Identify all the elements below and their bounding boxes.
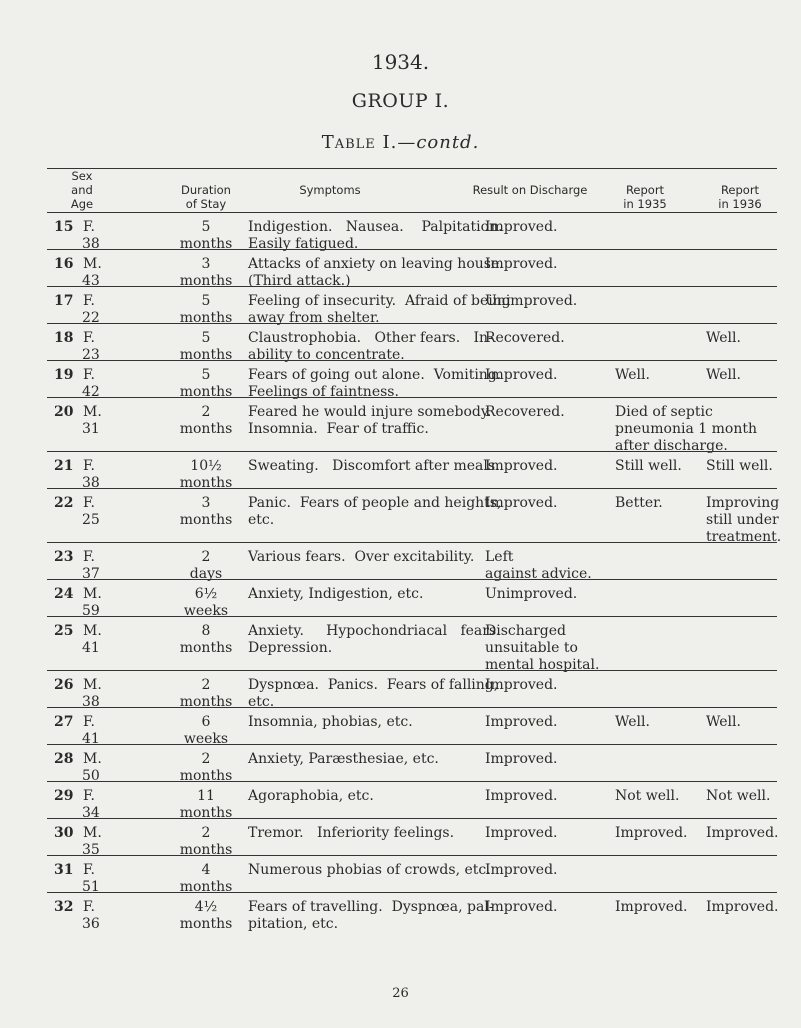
row-report-1935-line: Died of septic (615, 404, 713, 420)
row-result-line: Improved. (485, 256, 558, 272)
row-age: 42 (82, 384, 100, 400)
row-symptoms-line: Feeling of insecurity. Afraid of being (248, 293, 511, 309)
row-rule (47, 855, 777, 856)
row-duration-line: months (179, 421, 233, 437)
row-result-line: Improved. (485, 714, 558, 730)
header-and: and (71, 183, 93, 197)
row-symptoms-line: pitation, etc. (248, 916, 339, 932)
row-duration-line: 2 (201, 677, 211, 693)
row-symptoms-line: Claustrophobia. Other fears. In- (248, 330, 493, 346)
row-sex: F. (83, 293, 95, 309)
row-report-1935-line: Not well. (615, 788, 680, 804)
header-sex: Sex (71, 169, 93, 183)
row-age: 38 (82, 475, 100, 491)
row-duration-line: 3 (201, 495, 211, 511)
row-result-line: unsuitable to (485, 640, 578, 656)
row-duration-line: 5 (201, 293, 211, 309)
row-rule (47, 579, 777, 580)
row-duration-line: 4½ (194, 899, 218, 915)
row-report-1935-line: Well. (615, 367, 650, 383)
row-report-1935-line: Improved. (615, 825, 688, 841)
row-age: 36 (82, 916, 100, 932)
row-result-line: against advice. (485, 566, 592, 582)
row-number: 27 (54, 714, 74, 730)
row-number: 32 (54, 899, 74, 915)
row-symptoms-line: Tremor. Inferiority feelings. (248, 825, 455, 841)
row-result-line: Improved. (485, 677, 558, 693)
row-sex: M. (83, 825, 102, 841)
row-result-line: mental hospital. (485, 657, 600, 673)
row-number: 29 (54, 788, 74, 804)
row-number: 31 (54, 862, 74, 878)
row-symptoms-line: Numerous phobias of crowds, etc. (248, 862, 491, 878)
row-rule (47, 488, 777, 489)
row-sex: F. (83, 549, 95, 565)
row-duration-line: 2 (201, 549, 211, 565)
row-age: 37 (82, 566, 100, 582)
row-symptoms-line: Anxiety, Paræsthesiae, etc. (248, 751, 439, 767)
row-sex: F. (83, 367, 95, 383)
row-symptoms-line: etc. (248, 694, 275, 710)
row-age: 31 (82, 421, 100, 437)
row-symptoms-line: Insomnia, phobias, etc. (248, 714, 413, 730)
row-result-line: Recovered. (485, 330, 565, 346)
row-symptoms-line: Various fears. Over excitability. (248, 549, 475, 565)
row-sex: F. (83, 899, 95, 915)
row-sex: F. (83, 862, 95, 878)
row-duration-line: 6 (201, 714, 211, 730)
row-report-1935-line: Well. (615, 714, 650, 730)
row-duration-line: months (179, 384, 233, 400)
row-rule (47, 212, 777, 213)
row-symptoms-line: Attacks of anxiety on leaving house. (248, 256, 504, 272)
row-age: 51 (82, 879, 100, 895)
header-result: Result on Discharge (472, 183, 588, 197)
row-duration-line: months (179, 273, 233, 289)
row-number: 23 (54, 549, 74, 565)
row-rule (47, 451, 777, 452)
row-age: 59 (82, 603, 100, 619)
row-report-1936-line: treatment. (706, 529, 782, 545)
row-duration-line: 2 (201, 404, 211, 420)
row-report-1936-line: Still well. (706, 458, 773, 474)
row-duration-line: months (179, 640, 233, 656)
row-rule (47, 616, 777, 617)
header-duration: Duration (181, 183, 231, 197)
row-duration-line: 4 (201, 862, 211, 878)
row-rule (47, 892, 777, 893)
row-number: 22 (54, 495, 74, 511)
row-sex: F. (83, 788, 95, 804)
row-duration-line: days (189, 566, 223, 582)
row-rule (47, 707, 777, 708)
row-duration-line: months (179, 310, 233, 326)
row-duration-line: months (179, 768, 233, 784)
row-sex: F. (83, 714, 95, 730)
row-symptoms-line: Depression. (248, 640, 333, 656)
row-symptoms-line: Indigestion. Nausea. Palpitation. (248, 219, 503, 235)
row-number: 26 (54, 677, 74, 693)
row-number: 28 (54, 751, 74, 767)
row-report-1935-line: Improved. (615, 899, 688, 915)
row-rule (47, 781, 777, 782)
row-sex: F. (83, 219, 95, 235)
row-symptoms-line: Panic. Fears of people and heights, (248, 495, 502, 511)
row-age: 50 (82, 768, 100, 784)
row-report-1936-line: Not well. (706, 788, 771, 804)
row-sex: M. (83, 256, 102, 272)
row-symptoms-line: Feared he would injure somebody. (248, 404, 492, 420)
row-number: 15 (54, 219, 74, 235)
row-result-line: Improved. (485, 788, 558, 804)
row-duration-line: 5 (201, 330, 211, 346)
header-report-1935: Report (625, 183, 665, 197)
row-duration-line: 5 (201, 367, 211, 383)
header-report-1936: Report (720, 183, 760, 197)
row-result-line: Recovered. (485, 404, 565, 420)
row-sex: M. (83, 751, 102, 767)
row-duration-line: 5 (201, 219, 211, 235)
row-duration-line: 2 (201, 825, 211, 841)
row-symptoms-line: away from shelter. (248, 310, 380, 326)
row-number: 18 (54, 330, 74, 346)
row-sex: F. (83, 495, 95, 511)
row-result-line: Improved. (485, 219, 558, 235)
row-report-1936-line: Improving (706, 495, 780, 511)
row-sex: M. (83, 677, 102, 693)
row-number: 16 (54, 256, 74, 272)
row-symptoms-line: Agoraphobia, etc. (248, 788, 374, 804)
row-sex: F. (83, 330, 95, 346)
row-result-line: Unimproved. (485, 293, 578, 309)
row-symptoms-line: Fears of going out alone. Vomiting. (248, 367, 502, 383)
row-duration-line: months (179, 347, 233, 363)
row-symptoms-line: Feelings of faintness. (248, 384, 399, 400)
row-symptoms-line: ability to concentrate. (248, 347, 405, 363)
row-symptoms-line: Insomnia. Fear of traffic. (248, 421, 429, 437)
row-sex: M. (83, 623, 102, 639)
row-result-line: Discharged (485, 623, 566, 639)
row-result-line: Left (485, 549, 514, 565)
page-year: 1934. (371, 50, 430, 74)
row-report-1935-line: Better. (615, 495, 663, 511)
row-rule (47, 397, 777, 398)
row-report-1936-line: still under (706, 512, 779, 528)
row-rule (47, 323, 777, 324)
row-duration-line: 3 (201, 256, 211, 272)
row-symptoms-line: Dyspnœa. Panics. Fears of falling, (248, 677, 499, 693)
row-age: 41 (82, 640, 100, 656)
row-report-1936-line: Well. (706, 330, 741, 346)
row-duration-line: months (179, 475, 233, 491)
row-result-line: Improved. (485, 899, 558, 915)
row-symptoms-line: Easily fatigued. (248, 236, 359, 252)
row-report-1936-line: Improved. (706, 899, 779, 915)
table-header (0, 170, 801, 226)
row-age: 22 (82, 310, 100, 326)
row-rule (47, 249, 777, 250)
row-duration-line: 11 (197, 788, 215, 804)
row-report-1936-line: Well. (706, 714, 741, 730)
row-duration-line: 6½ (194, 586, 218, 602)
row-duration-line: 10½ (190, 458, 222, 474)
row-symptoms-line: Anxiety, Indigestion, etc. (248, 586, 424, 602)
row-number: 19 (54, 367, 74, 383)
table-title-suffix: —contd. (397, 132, 480, 153)
row-duration-line: weeks (183, 731, 229, 747)
row-duration-line: months (179, 842, 233, 858)
row-report-1936-line: Improved. (706, 825, 779, 841)
row-sex: F. (83, 458, 95, 474)
row-number: 25 (54, 623, 74, 639)
row-number: 21 (54, 458, 74, 474)
row-symptoms-line: Anxiety. Hypochondriacal fears. (248, 623, 501, 639)
row-symptoms-line: etc. (248, 512, 275, 528)
row-rule (47, 286, 777, 287)
row-rule (47, 818, 777, 819)
header-age: Age (70, 197, 94, 211)
header-of-stay: of Stay (185, 197, 227, 211)
row-duration-line: months (179, 879, 233, 895)
table-title (0, 132, 801, 153)
row-result-line: Improved. (485, 825, 558, 841)
table-title-main: Table I. (321, 132, 398, 153)
row-sex: M. (83, 404, 102, 420)
row-rule (47, 360, 777, 361)
row-report-1935-line: pneumonia 1 month (615, 421, 757, 437)
row-duration-line: months (179, 916, 233, 932)
row-result-line: Unimproved. (485, 586, 578, 602)
row-result-line: Improved. (485, 751, 558, 767)
row-duration-line: 8 (201, 623, 211, 639)
row-duration-line: months (179, 694, 233, 710)
row-number: 24 (54, 586, 74, 602)
row-duration-line: months (179, 805, 233, 821)
header-top-rule (47, 168, 777, 169)
row-sex: M. (83, 586, 102, 602)
row-result-line: Improved. (485, 495, 558, 511)
row-age: 38 (82, 236, 100, 252)
header-report-1936-year: in 1936 (718, 197, 762, 211)
row-rule (47, 670, 777, 671)
row-age: 35 (82, 842, 100, 858)
row-age: 25 (82, 512, 100, 528)
row-duration-line: 2 (201, 751, 211, 767)
row-symptoms-line: Fears of travelling. Dyspnœa, pal- (248, 899, 494, 915)
row-result-line: Improved. (485, 862, 558, 878)
row-age: 23 (82, 347, 100, 363)
row-symptoms-line: Sweating. Discomfort after meals. (248, 458, 500, 474)
row-symptoms-line: (Third attack.) (248, 273, 351, 289)
row-report-1935-line: Still well. (615, 458, 682, 474)
row-duration-line: months (179, 236, 233, 252)
row-number: 17 (54, 293, 74, 309)
row-result-line: Improved. (485, 458, 558, 474)
row-result-line: Improved. (485, 367, 558, 383)
row-report-1935-line: after discharge. (615, 438, 728, 454)
group-heading: GROUP I. (351, 90, 450, 112)
row-rule (47, 744, 777, 745)
row-duration-line: weeks (183, 603, 229, 619)
row-report-1936-line: Well. (706, 367, 741, 383)
row-duration-line: months (179, 512, 233, 528)
row-rule (47, 542, 777, 543)
row-age: 43 (82, 273, 100, 289)
header-symptoms: Symptoms (299, 183, 361, 197)
header-report-1935-year: in 1935 (623, 197, 667, 211)
row-age: 38 (82, 694, 100, 710)
row-age: 41 (82, 731, 100, 747)
page-number: 26 (392, 986, 409, 1001)
row-age: 34 (82, 805, 100, 821)
row-number: 30 (54, 825, 74, 841)
row-number: 20 (54, 404, 74, 420)
